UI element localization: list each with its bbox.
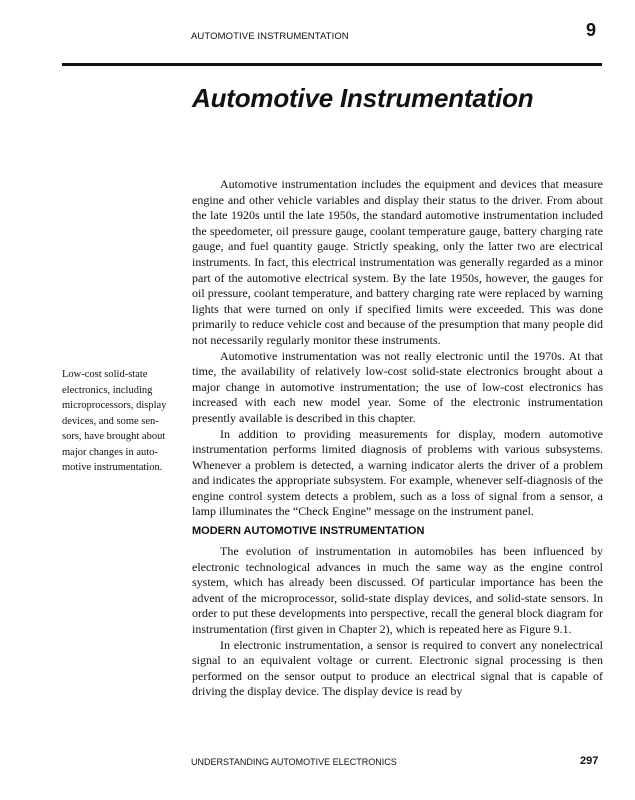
margin-note (62, 367, 182, 476)
footer-book-title: UNDERSTANDING AUTOMOTIVE ELECTRONICS (191, 757, 397, 767)
body-text (192, 177, 603, 700)
body-paragraph: In addition to providing measurements for display, modern automotive instrumentation performs limited diagnosis of problems with various subsystems. Whenever a problem is detected, a warning indicator alerts the driver of a problem and indicates the appropriate subsystem. For example, whenever self-diagnosis of the engine control system detects a problem, such as a loss of signal from a sensor, a lamp illuminates the “Check Engine” message on the instrument panel. (192, 426, 603, 519)
section-heading: MODERN AUTOMOTIVE INSTRUMENTATION (192, 525, 425, 538)
margin-note-line: major changes in auto- (62, 446, 158, 458)
chapter-title: Automotive Instrumentation (192, 83, 534, 113)
header-rule (62, 63, 602, 66)
body-paragraph: The evolution of instrumentation in automobiles has been influenced by electronic technological advances in much the same way as the engine control system, which has already been discussed. Of particular importance has been the advent of the microprocessor, solid-state display devices, and solid-state sensors. In order to put these developments into perspective, recall the general block diagram for instrumentation (first given in Chapter 2), which is repeated here as Figure 9.1. (192, 544, 603, 637)
margin-note-line: devices, and some sen- (62, 415, 159, 427)
running-head: AUTOMOTIVE INSTRUMENTATION (191, 31, 349, 42)
margin-note-line: Low-cost solid-state (62, 369, 148, 380)
body-paragraph: Automotive instrumentation was not really electronic until the 1970s. At that time, the availability of relatively low-cost solid-state electronics brought about a major change in automotive instrumentation; the use of low-cost electronics has increased with each new model year. Some of the electronic instrumentation presently available is described in this chapter. (192, 348, 603, 425)
margin-note-line: microprocessors, display (62, 400, 167, 411)
margin-note-line: motive instrumentation. (62, 462, 163, 473)
page-number: 297 (580, 755, 599, 767)
margin-note-line: sors, have brought about (62, 431, 166, 442)
chapter-number: 9 (586, 20, 597, 40)
margin-note-line: electronics, including (62, 384, 153, 396)
body-paragraph: Automotive instrumentation includes the equipment and devices that measure engine and other vehicle variables and display their status to the driver. From about the late 1920s until the late 1950s, the standard automotive instrumentation included the speedometer, oil pressure gauge, coolant temperature gauge, battery charging rate gauge, and fuel quantity gauge. Strictly speaking, only the latter two are electrical instruments. In fact, this electrical instrumentation was generally regarded as a minor part of the automotive electrical system. By the late 1950s, however, the gauges for oil pressure, coolant temperature, and battery charging rate were replaced by warning lights that were turned on only if specified limits were exceeded. This was done primarily to reduce vehicle cost and because of the presumption that many people did not necessarily regularly monitor these instruments. (192, 177, 603, 347)
body-paragraph: In electronic instrumentation, a sensor is required to convert any nonelectrical signal to an equivalent voltage or current. Electronic signal processing is then performed on the sensor output to produce an electrical signal that is capable of driving the display device. The display device is read by (192, 637, 603, 699)
